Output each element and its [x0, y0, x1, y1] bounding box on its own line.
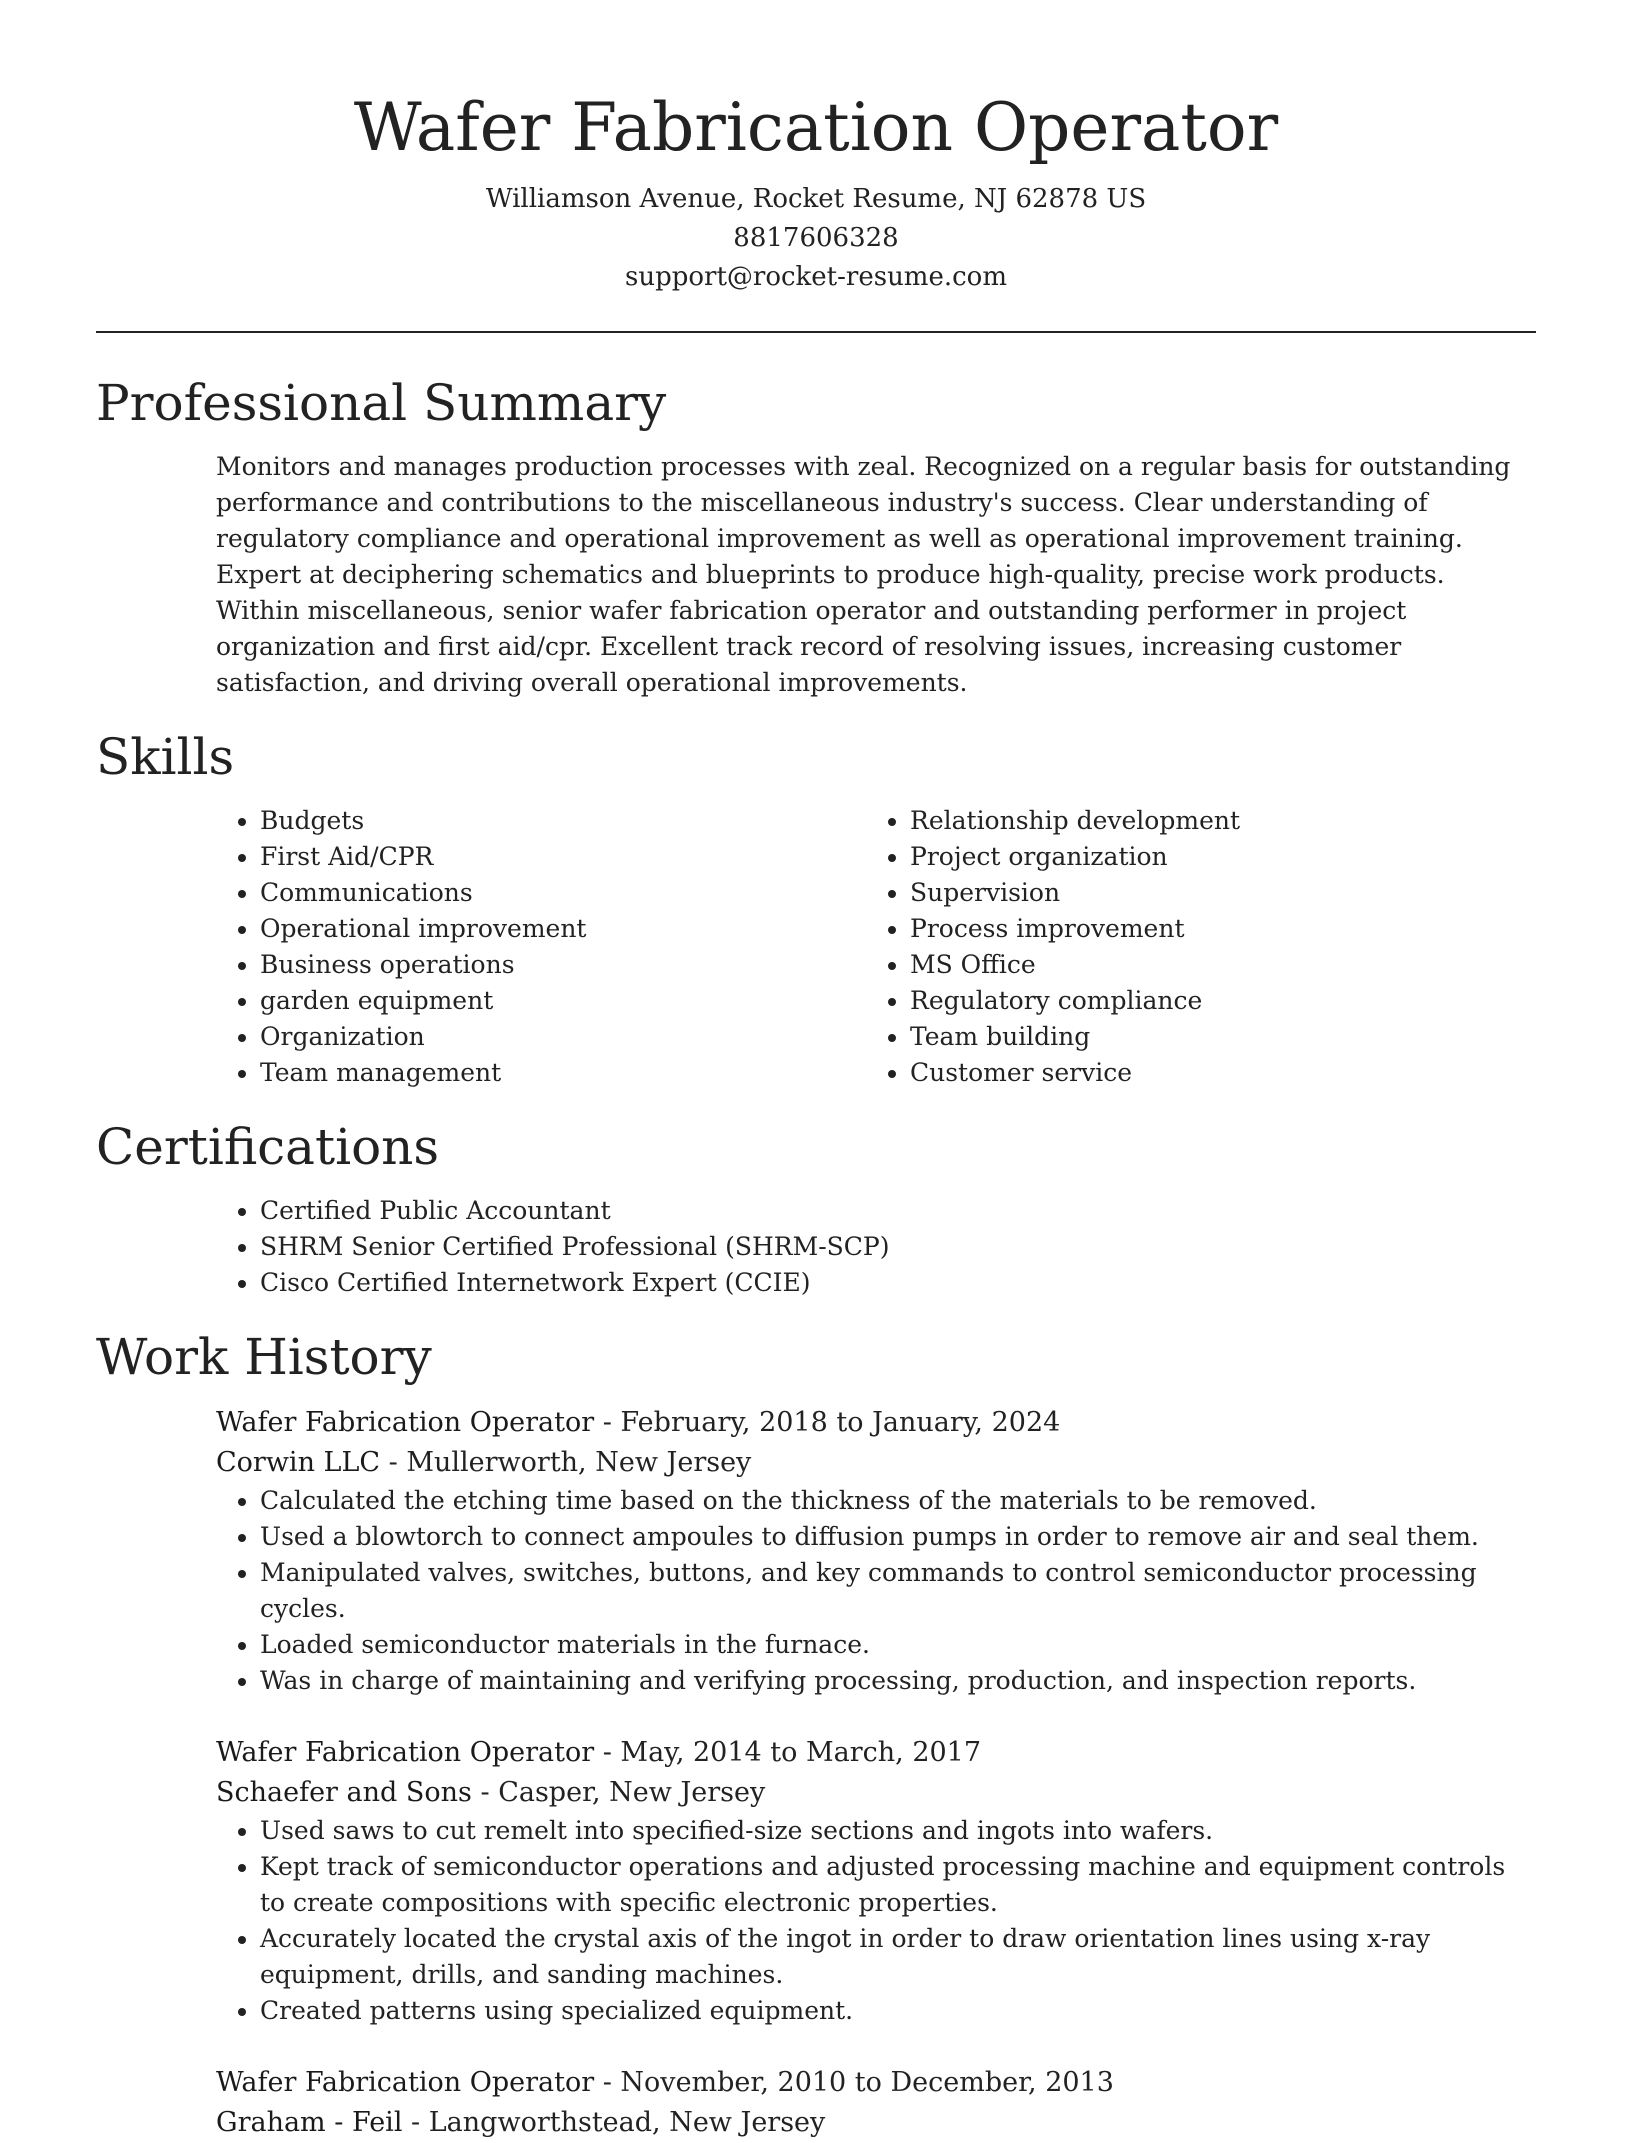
- skills-column-right: [866, 803, 1516, 1091]
- skills-column-left: [216, 803, 866, 1091]
- job-title-line: [216, 1403, 1536, 1443]
- certification-item: • Certified Public Accountant: [260, 1193, 1536, 1229]
- skill-item: • Business operations: [260, 947, 866, 983]
- job-bullet: • Loaded semiconductor materials in the furnace.: [260, 1627, 1536, 1663]
- summary-heading: Professional Summary: [96, 374, 667, 432]
- address: Williamson Avenue, Rocket Resume, NJ 62878 US: [485, 184, 1147, 214]
- work-history-section: [96, 1327, 1536, 2143]
- job-bullet: • Was in charge of maintaining and verifying processing, production, and inspection reports.: [260, 1663, 1536, 1699]
- job-location: - Mullerworth, New Jersey: [380, 1447, 752, 1478]
- resume-header: [96, 0, 1536, 297]
- certification-item: • Cisco Certified Internetwork Expert (CCIE): [260, 1265, 1536, 1301]
- job-company: Corwin LLC: [216, 1447, 381, 1478]
- skill-item: • Project organization: [910, 839, 1516, 875]
- summary-text: Monitors and manages production processes with zeal. Recognized on a regular basis for outstanding performance and contributions to the miscellaneous industry's success. Clear understanding of regulatory compliance and operational improvement as well as operational improvement training. Expert at deciphering schematics and blueprints to produce high-quality, precise work products. Within miscellaneous, senior wafer fabrication operator and outstanding performer in project organization and first aid/cpr. Excellent track record of resolving issues, increasing customer satisfaction, and driving overall operational improvements.: [216, 452, 1511, 697]
- job-company: Schaefer and Sons: [216, 1777, 472, 1808]
- phone-number: 8817606328: [733, 223, 899, 253]
- job-title: Wafer Fabrication Operator: [216, 1737, 595, 1768]
- job-entry: [216, 2063, 1536, 2143]
- job-title: Wafer Fabrication Operator: [216, 1407, 595, 1438]
- job-company-line: [216, 1773, 1536, 1813]
- skill-item: • First Aid/CPR: [260, 839, 866, 875]
- job-title: Wafer Fabrication Operator: [216, 2067, 595, 2098]
- job-title-line: [216, 1733, 1536, 1773]
- skill-item: • MS Office: [910, 947, 1516, 983]
- job-entry: [216, 1403, 1536, 1699]
- job-location: - Casper, New Jersey: [471, 1777, 766, 1808]
- job-location: - Langworthstead, New Jersey: [402, 2107, 826, 2138]
- job-bullet: • Calculated the etching time based on the thickness of the materials to be removed.: [260, 1483, 1536, 1519]
- job-company-line: [216, 1443, 1536, 1483]
- job-company: Graham - Feil: [216, 2107, 403, 2138]
- skill-item: • Team building: [910, 1019, 1516, 1055]
- job-company-line: [216, 2103, 1536, 2143]
- skill-item: • Relationship development: [910, 803, 1516, 839]
- skill-item: • Communications: [260, 875, 866, 911]
- job-bullet: • Kept track of semiconductor operations and adjusted processing machine and equipment controls to create compositions with specific electronic properties.: [260, 1849, 1536, 1921]
- job-bullet: • Used a blowtorch to connect ampoules to diffusion pumps in order to remove air and seal them.: [260, 1519, 1536, 1555]
- candidate-name: Wafer Fabrication Operator: [353, 89, 1279, 166]
- skills-heading: Skills: [96, 728, 235, 786]
- job-entry: [216, 1733, 1536, 2029]
- job-dates: - November, 2010 to December, 2013: [594, 2067, 1114, 2098]
- job-bullet: • Used saws to cut remelt into specified-size sections and ingots into wafers.: [260, 1813, 1536, 1849]
- job-bullet: • Manipulated valves, switches, buttons, and key commands to control semiconductor processing cycles.: [260, 1555, 1536, 1627]
- job-dates: - May, 2014 to March, 2017: [594, 1737, 982, 1768]
- skill-item: • Team management: [260, 1055, 866, 1091]
- certifications-section: [96, 1117, 1536, 1301]
- skill-item: • Supervision: [910, 875, 1516, 911]
- skill-item: • Budgets: [260, 803, 866, 839]
- skill-item: • garden equipment: [260, 983, 866, 1019]
- skills-section: [96, 727, 1536, 1091]
- header-divider: [96, 331, 1536, 333]
- summary-section: [96, 373, 1536, 701]
- email-address: support@rocket-resume.com: [624, 262, 1007, 292]
- certification-item: • SHRM Senior Certified Professional (SHRM-SCP): [260, 1229, 1536, 1265]
- skill-item: • Regulatory compliance: [910, 983, 1516, 1019]
- job-bullet: • Created patterns using specialized equipment.: [260, 1993, 1536, 2029]
- job-dates: - February, 2018 to January, 2024: [594, 1407, 1061, 1438]
- job-bullet: • Accurately located the crystal axis of the ingot in order to draw orientation lines using x-ray equipment, drills, and sanding machines.: [260, 1921, 1536, 1993]
- skill-item: • Operational improvement: [260, 911, 866, 947]
- job-title-line: [216, 2063, 1536, 2103]
- certifications-heading: Certifications: [96, 1118, 440, 1176]
- skill-item: • Process improvement: [910, 911, 1516, 947]
- skill-item: • Organization: [260, 1019, 866, 1055]
- work-history-heading: Work History: [96, 1328, 432, 1386]
- skill-item: • Customer service: [910, 1055, 1516, 1091]
